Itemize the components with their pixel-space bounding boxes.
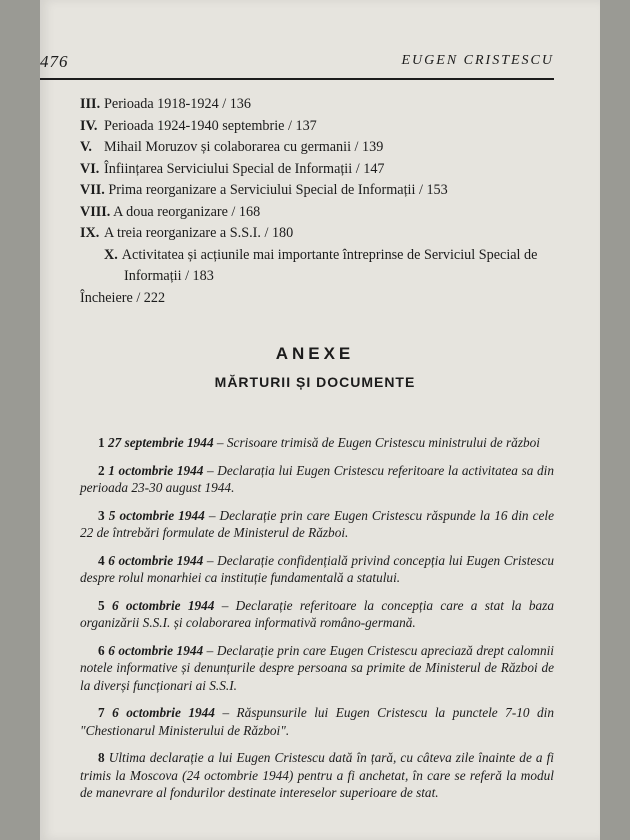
- document-entry: 6 6 octombrie 1944 – Declarație prin care Eugen Cristescu apreciază drept calomnii notele informative și denunțurile despre persoana sa primite de Ministerul de Război de la diverși funcționari ai S.S.I.: [80, 642, 554, 693]
- toc-item: V. Mihail Moruzov și colaborarea cu germanii / 139: [80, 139, 384, 155]
- annexes-subtitle: MĂRTURII ȘI DOCUMENTE: [214, 374, 416, 390]
- toc-conclusion: Încheiere / 222: [80, 289, 166, 306]
- document-entry: 7 6 octombrie 1944 – Răspunsurile lui Eugen Cristescu la punctele 7-10 din "Chestionarul Ministerului de Război".: [80, 705, 555, 738]
- annexes-title: ANEXE: [275, 344, 355, 363]
- page-header: [40, 52, 554, 76]
- toc-item: VII. Prima reorganizare a Serviciului Special de Informații / 153: [80, 182, 448, 198]
- page-number: 476: [40, 52, 69, 71]
- toc-item: VI. Înființarea Serviciului Special de Informații / 147: [80, 160, 385, 177]
- toc-item: III. Perioada 1918-1924 / 136: [80, 96, 251, 112]
- document-entry: 1 27 septembrie 1944 – Scrisoare trimisă de Eugen Cristescu ministrului de război: [98, 435, 540, 450]
- table-of-contents: [80, 94, 550, 309]
- toc-item: VIII. A doua reorganizare / 168: [80, 203, 261, 220]
- document-entry: 4 6 octombrie 1944 – Declarație confidențială privind concepția lui Eugen Cristescu despre rolul monarhiei ca instituție fundamentală a statului.: [80, 552, 555, 585]
- header-rule: [40, 78, 554, 80]
- toc-item: IX. A treia reorganizare a S.S.I. / 180: [80, 225, 294, 241]
- document-entry: 3 5 octombrie 1944 – Declarație prin care Eugen Cristescu răspunde la 16 din cele 22 de întrebări formulate de Ministerul de Război.: [80, 507, 555, 540]
- document-entry: 8 Ultima declarație a lui Eugen Cristescu dată în țară, cu câteva zile înainte de a fi trimis la Moscova (24 octombrie 1944) pentru a fi anchetat, în care se referă la modul de manevrare al fondurilor destinate intereselor superioare de stat.: [80, 750, 554, 800]
- document-entry: 2 1 octombrie 1944 – Declarația lui Eugen Cristescu referitoare la activitatea sa din perioada 23-30 august 1944.: [80, 462, 555, 495]
- document-list: [80, 434, 554, 812]
- document-entry: 5 6 octombrie 1944 – Declarație referitoare la concepția care a stat la baza organizării S.S.I. și colaborarea informativă româno-germană.: [80, 597, 554, 630]
- toc-item: IV. Perioada 1924-1940 septembrie / 137: [80, 117, 317, 134]
- running-head: EUGEN CRISTESCU: [401, 53, 554, 68]
- toc-item: X. Activitatea și acțiunile mai importante întreprinse de Serviciul Special de Informații / 183: [104, 246, 538, 284]
